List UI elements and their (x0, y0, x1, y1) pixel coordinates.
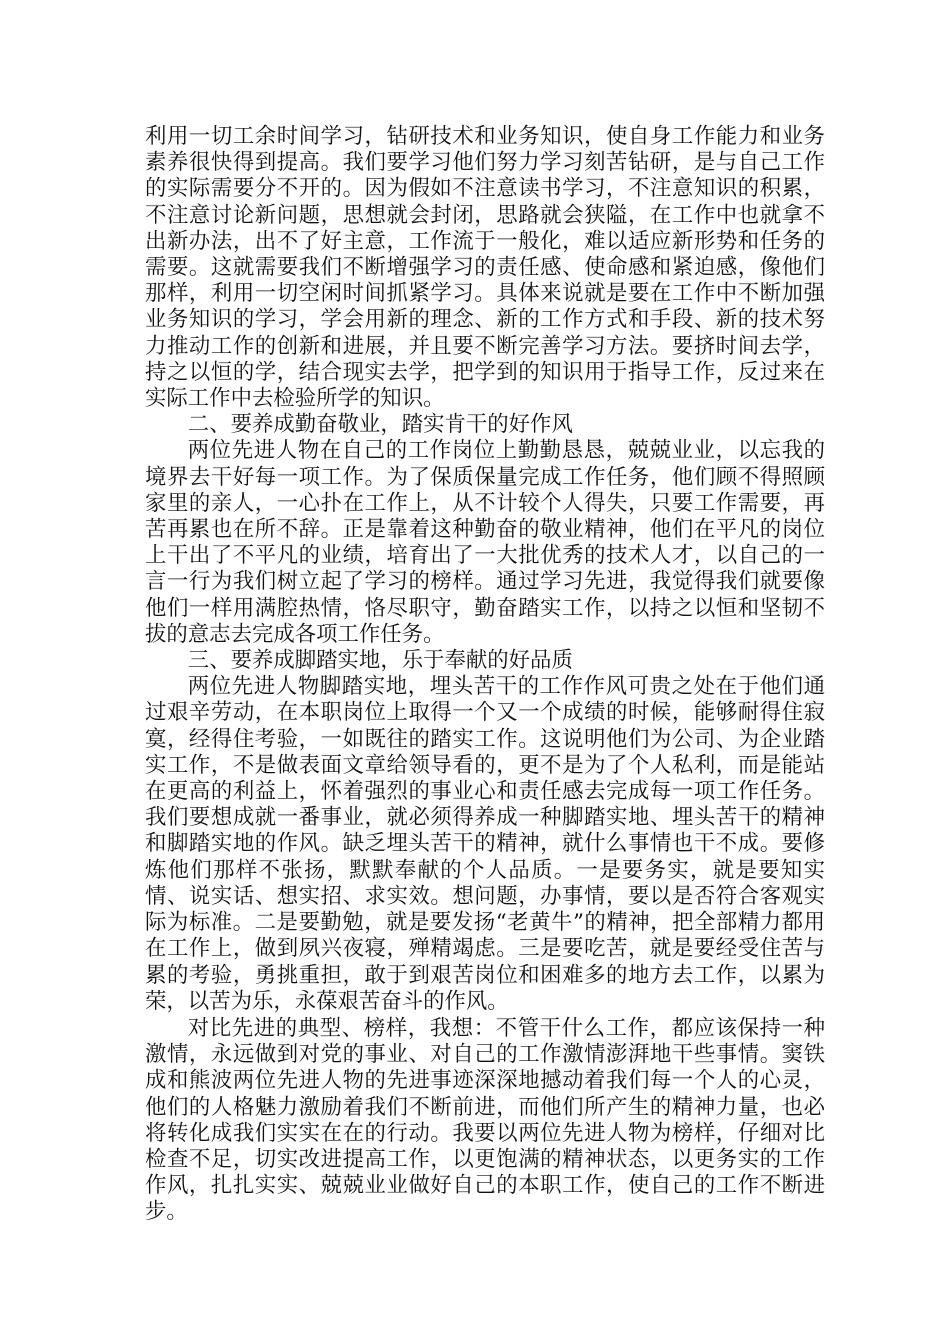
section-heading-3: 三、要养成脚踏实地，乐于奉献的好品质 (187, 648, 573, 674)
paragraph-continued: 利用一切工余时间学习，钻研技术和业务知识，使自身工作能力和业务素养很快得到提高。我们要学习他们努力学习刻苦钻研，是与自己工作的实际需要分不开的。因为假如不注意读书学习，不注意知识的积累，不注意讨论新问题，思想就会封闭，思路就会狭隘，在工作中也就拿不出新办法，出不了好主意，工作流于一般化，难以适应新形势和任务的需要。这就需要我们不断增强学习的责任感、使命感和紧迫感，像他们那样，利用一切空闲时间抓紧学习。具体来说就是要在工作中不断加强业务知识的学习，学会用新的理念、新的工作方式和手段、新的技术努力推动工作的创新和进展，并且要不断完善学习方法。要挤时间去学，持之以恒的学，结合现实去学，把学到的知识用于指导工作，反过来在实际工作中去检验所学的知识。 (145, 124, 825, 412)
document-body (145, 124, 825, 1226)
paragraph: 两位先进人物脚踏实地，埋头苦干的工作作风可贵之处在于他们通过艰辛劳动，在本职岗位上取得一个又一个成绩的时候，能够耐得住寂寞，经得住考验，一如既往的踏实工作。这说明他们为公司、为企业踏实工作，不是做表面文章给领导看的，更不是为了个人私利，而是能站在更高的利益上，怀着强烈的事业心和责任感去完成每一项工作任务。我们要想成就一番事业，就必须得养成一种脚踏实地、埋头苦干的精神和脚踏实地的作风。缺乏埋头苦干的精神，就什么事情也干不成。要修炼他们那样不张扬，默默奉献的个人品质。一是要务实，就是要知实情、说实话、想实招、求实效。想问题，办事情，要以是否符合客观实际为标准。二是要勤勉，就是要发扬“老黄牛”的精神，把全部精力都用在工作上，做到夙兴夜寝，殚精竭虑。三是要吃苦，就是要经受住苦与累的考验，勇挑重担，敢于到艰苦岗位和困难多的地方去工作，以累为荣，以苦为乐，永葆艰苦奋斗的作风。 (145, 674, 825, 1014)
paragraph-conclusion: 对比先进的典型、榜样，我想：不管干什么工作，都应该保持一种激情，永远做到对党的事业、对自己的工作激情澎湃地干些事情。窦铁成和熊波两位先进人物的先进事迹深深地撼动着我们每一个人的心灵，他们的人格魅力激励着我们不断前进，而他们所产生的精神力量，也必将转化成我们实实在在的行动。我要以两位先进人物为榜样，仔细对比检查不足，切实改进提高工作，以更饱满的精神状态，以更务实的工作作风，扎扎实实、兢兢业业做好自己的本职工作，使自己的工作不断进步。 (145, 1015, 825, 1225)
paragraph: 两位先进人物在自己的工作岗位上勤勤恳恳，兢兢业业，以忘我的境界去干好每一项工作。为了保质保量完成工作任务，他们顾不得照顾家里的亲人，一心扑在工作上，从不计较个人得失，只要工作需要，再苦再累也在所不辞。正是靠着这种勤奋的敬业精神，他们在平凡的岗位上干出了不平凡的业绩，培育出了一大批优秀的技术人才，以自己的一言一行为我们树立起了学习的榜样。通过学习先进，我觉得我们就要像他们一样用满腔热情，恪尽职守，勤奋踏实工作，以持之以恒和坚韧不拔的意志去完成各项工作任务。 (145, 438, 825, 647)
section-heading-2: 二、要养成勤奋敬业，踏实肯干的好作风 (187, 412, 573, 438)
